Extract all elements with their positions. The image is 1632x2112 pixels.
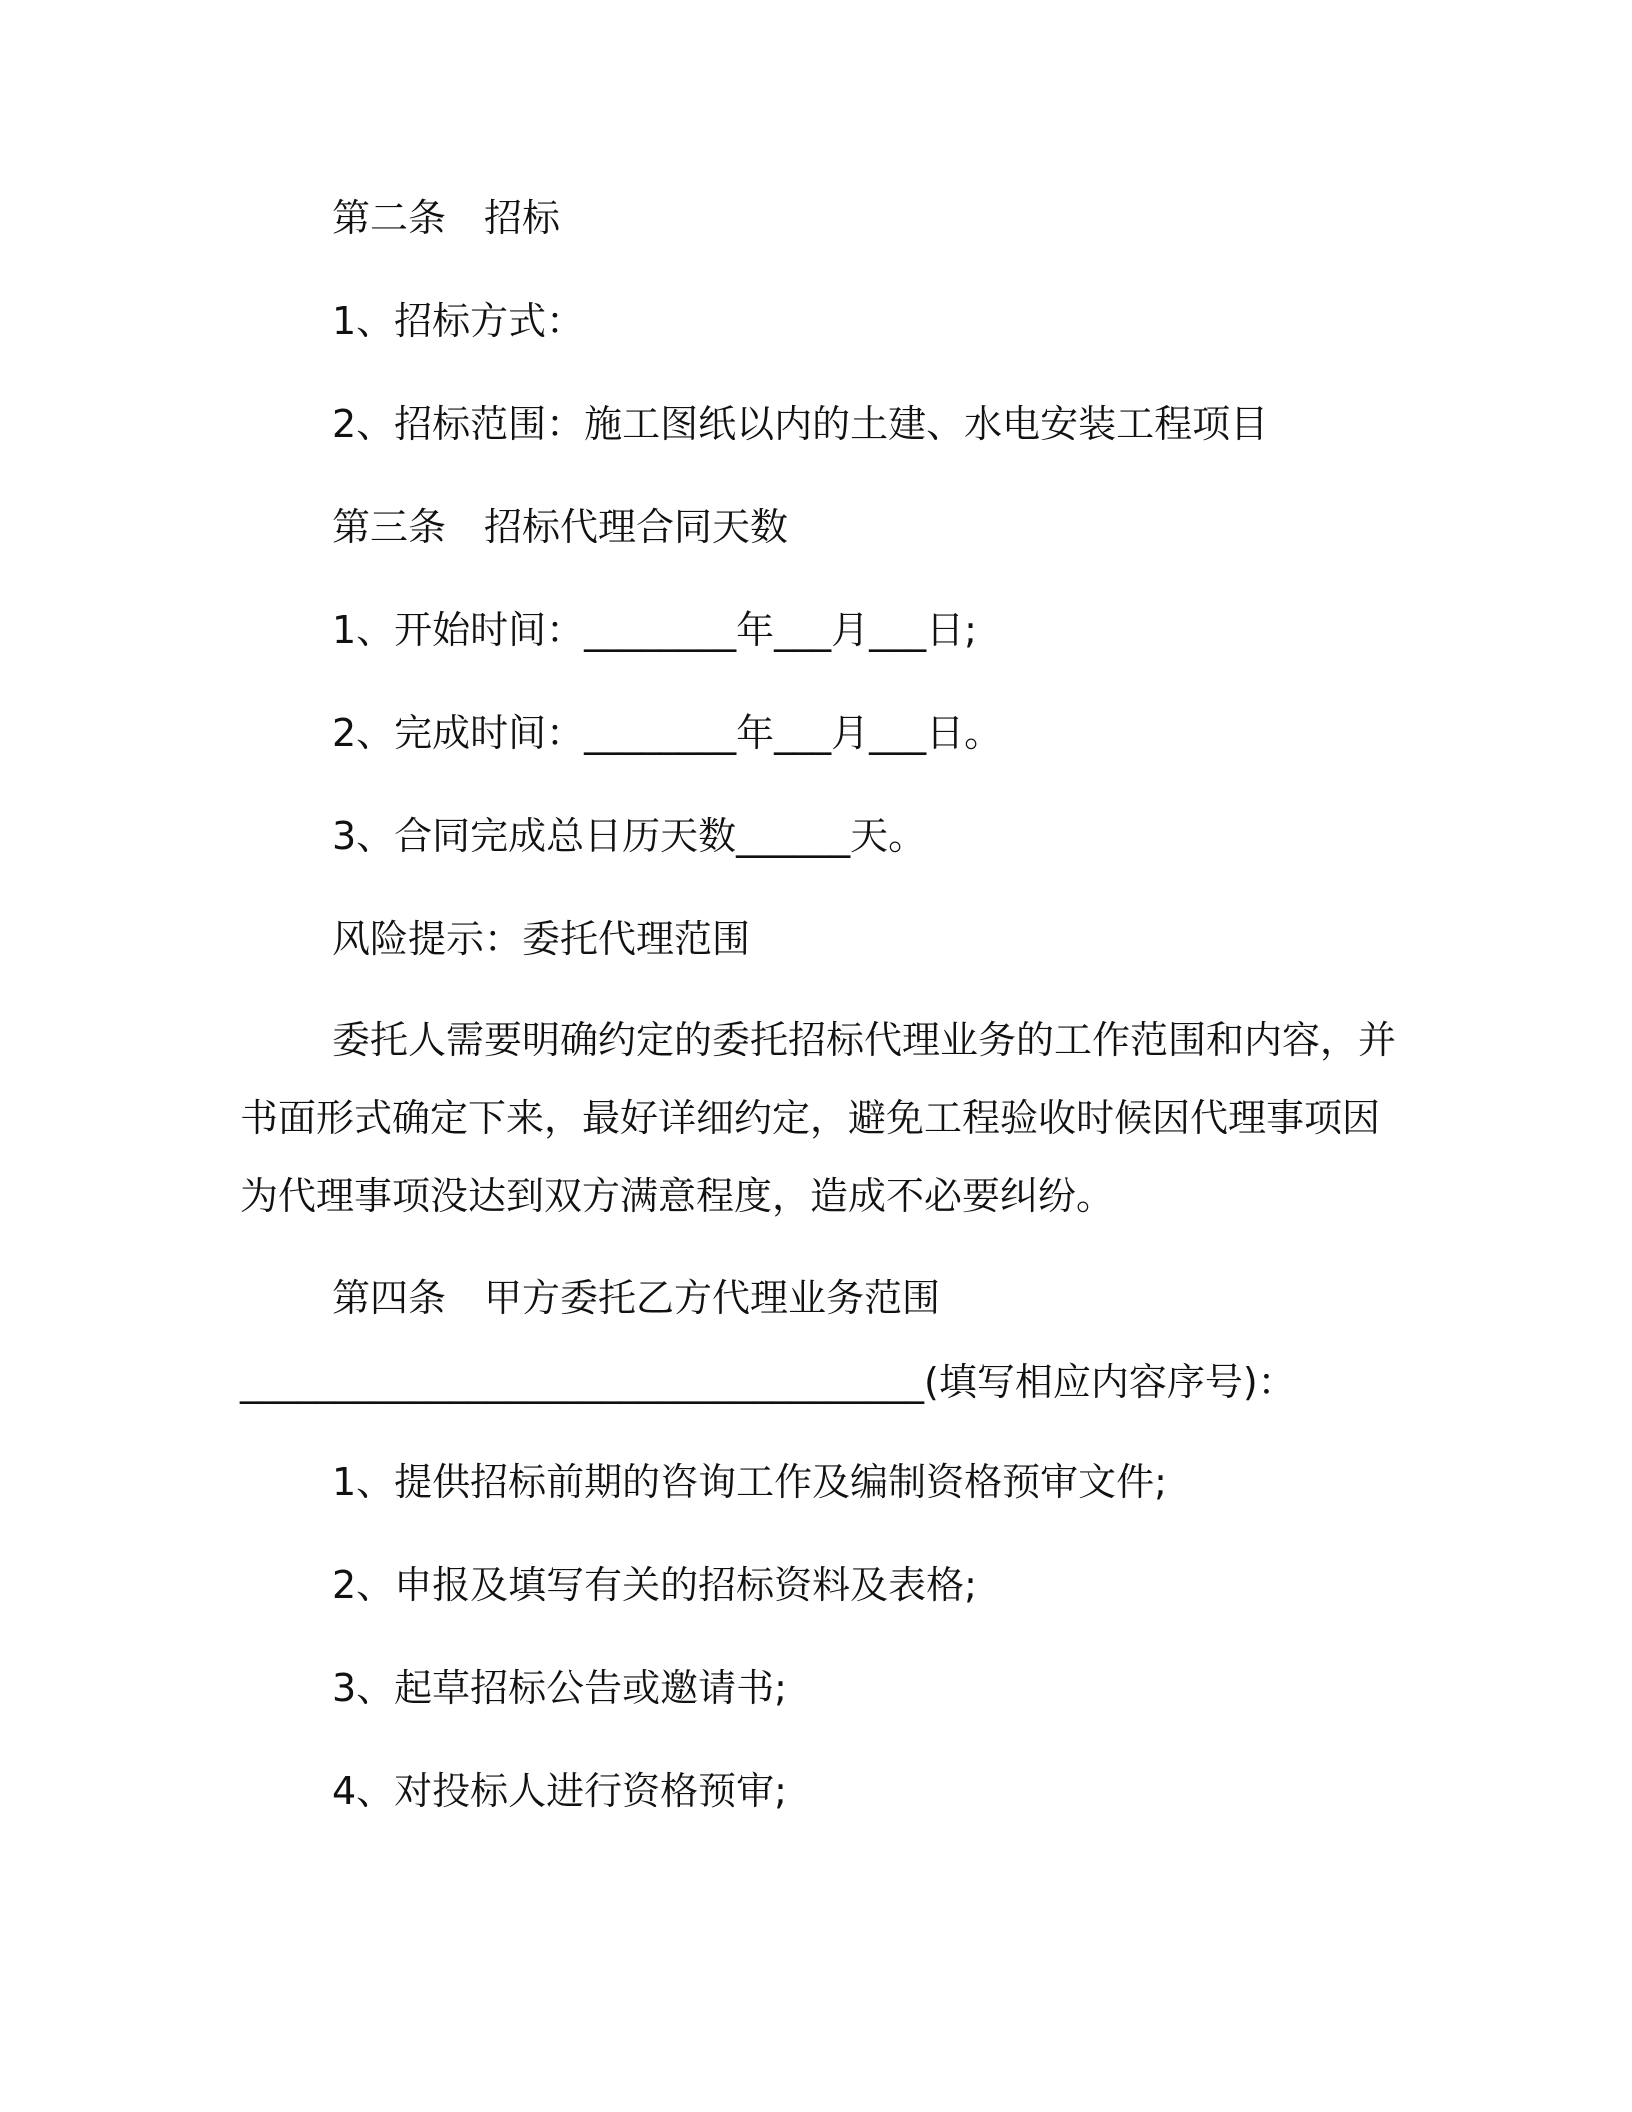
total-calendar-days: 3、合同完成总日历天数______天。 <box>332 814 927 858</box>
bidding-scope: 2、招标范围：施工图纸以内的土建、水电安装工程项目 <box>332 402 1269 446</box>
scope-item-3: 3、起草招标公告或邀请书; <box>332 1666 787 1710</box>
article-4-heading: 第四条 甲方委托乙方代理业务范围 <box>332 1276 941 1320</box>
scope-item-4: 4、对投标人进行资格预审; <box>332 1769 787 1813</box>
risk-notice-paragraph-line-1: 委托人需要明确约定的委托招标代理业务的工作范围和内容，并 <box>332 1018 1397 1062</box>
risk-notice-heading: 风险提示：委托代理范围 <box>332 917 751 961</box>
article-3-heading: 第三条 招标代理合同天数 <box>332 505 789 549</box>
risk-notice-paragraph-line-3: 为代理事项没达到双方满意程度，造成不必要纠纷。 <box>240 1174 1115 1218</box>
bidding-method: 1、招标方式： <box>332 299 585 343</box>
scope-item-1: 1、提供招标前期的咨询工作及编制资格预审文件; <box>332 1460 1167 1504</box>
fill-in-blank-line: ____________________________________(填写相应内容序号)： <box>240 1360 1296 1404</box>
completion-time: 2、完成时间：________年___月___日。 <box>332 711 1003 755</box>
risk-notice-paragraph-line-2: 书面形式确定下来，最好详细约定，避免工程验收时候因代理事项因 <box>240 1096 1381 1140</box>
scope-item-2: 2、申报及填写有关的招标资料及表格; <box>332 1563 977 1607</box>
start-time: 1、开始时间：________年___月___日; <box>332 608 977 652</box>
article-2-heading: 第二条 招标 <box>332 196 561 240</box>
